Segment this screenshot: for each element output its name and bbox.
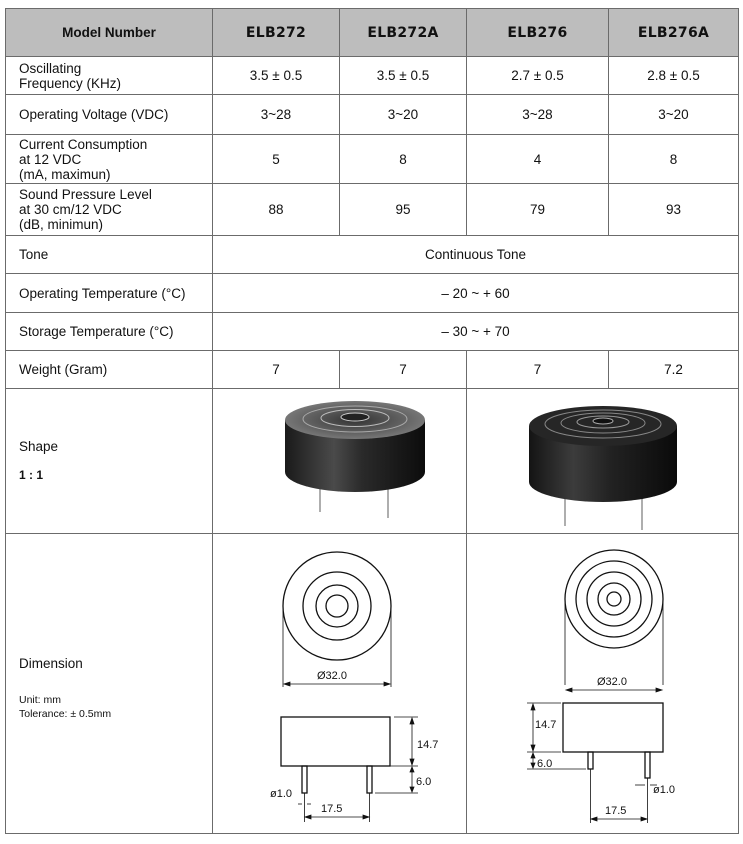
frequency-value: 3.5 ± 0.5 [340, 57, 467, 95]
spl-value: 79 [467, 184, 609, 236]
frequency-value: 2.8 ± 0.5 [609, 57, 739, 95]
dim-right-height: 14.7 [535, 718, 557, 731]
model-header: ELB276A [609, 9, 739, 57]
tone-label: Tone [6, 236, 213, 274]
model-header: ELB276 [467, 9, 609, 57]
buzzer-photo-left [213, 390, 467, 533]
storage-temp-label: Storage Temperature (°C) [6, 313, 213, 351]
dim-left-pin-length: 6.0 [416, 775, 432, 788]
dimension-drawing-cell-left [213, 534, 467, 834]
dimension-drawing-left [213, 535, 467, 833]
storage-temp-row [6, 313, 739, 351]
dim-right-pin-length: 6.0 [537, 757, 553, 770]
frequency-value: 2.7 ± 0.5 [467, 57, 609, 95]
dimension-label: Dimension [19, 656, 83, 671]
weight-row [6, 351, 739, 389]
current-row [6, 135, 739, 184]
voltage-value: 3~28 [213, 95, 340, 135]
shape-photo-cell-left [213, 389, 467, 534]
spec-table [5, 8, 739, 834]
tone-value: Continuous Tone [213, 236, 739, 274]
dim-left-diameter: Ø32.0 [317, 669, 347, 682]
weight-label: Weight (Gram) [6, 351, 213, 389]
dimension-label-cell [6, 534, 213, 834]
spl-row [6, 184, 739, 236]
op-temp-label: Operating Temperature (°C) [6, 274, 213, 313]
model-header: ELB272A [340, 9, 467, 57]
tone-row [6, 236, 739, 274]
voltage-value: 3~28 [467, 95, 609, 135]
header-row [6, 9, 739, 57]
voltage-value: 3~20 [609, 95, 739, 135]
buzzer-photo-right [467, 390, 737, 533]
current-value: 8 [609, 135, 739, 184]
shape-ratio: 1 : 1 [19, 468, 44, 482]
op-temp-row [6, 274, 739, 313]
storage-temp-value: – 30 ~ + 70 [213, 313, 739, 351]
tolerance-text: Tolerance: ± 0.5mm [19, 708, 112, 720]
dim-right-pin-dia: ø1.0 [653, 783, 676, 796]
voltage-label: Operating Voltage (VDC) [6, 95, 213, 135]
shape-label-cell [6, 389, 213, 534]
shape-label: Shape [19, 439, 59, 454]
frequency-row [6, 57, 739, 95]
voltage-value: 3~20 [340, 95, 467, 135]
shape-photo-cell-right [467, 389, 739, 534]
dim-right-pin-pitch: 17.5 [605, 804, 627, 817]
weight-value: 7 [467, 351, 609, 389]
dim-left-pin-dia: ø1.0 [270, 787, 293, 800]
current-value: 4 [467, 135, 609, 184]
dim-right-diameter: Ø32.0 [597, 675, 627, 688]
weight-value: 7 [213, 351, 340, 389]
voltage-row [6, 95, 739, 135]
current-value: 8 [340, 135, 467, 184]
spl-value: 88 [213, 184, 340, 236]
current-label: Current Consumption at 12 VDC (mA, maximun) [6, 135, 213, 184]
shape-row [6, 389, 739, 534]
spl-label: Sound Pressure Level at 30 cm/12 VDC (dB, minimun) [6, 184, 213, 236]
spl-value: 93 [609, 184, 739, 236]
model-number-header: Model Number [6, 9, 213, 57]
dim-left-height: 14.7 [417, 738, 439, 751]
dim-left-pin-pitch: 17.5 [321, 802, 343, 815]
unit-text: Unit: mm [19, 694, 61, 706]
current-value: 5 [213, 135, 340, 184]
frequency-label: Oscillating Frequency (KHz) [6, 57, 213, 95]
frequency-value: 3.5 ± 0.5 [213, 57, 340, 95]
dimension-drawing-right [467, 535, 737, 833]
spl-value: 95 [340, 184, 467, 236]
op-temp-value: – 20 ~ + 60 [213, 274, 739, 313]
model-header: ELB272 [213, 9, 340, 57]
dimension-row [6, 534, 739, 834]
weight-value: 7 [340, 351, 467, 389]
dimension-drawing-cell-right [467, 534, 739, 834]
weight-value: 7.2 [609, 351, 739, 389]
